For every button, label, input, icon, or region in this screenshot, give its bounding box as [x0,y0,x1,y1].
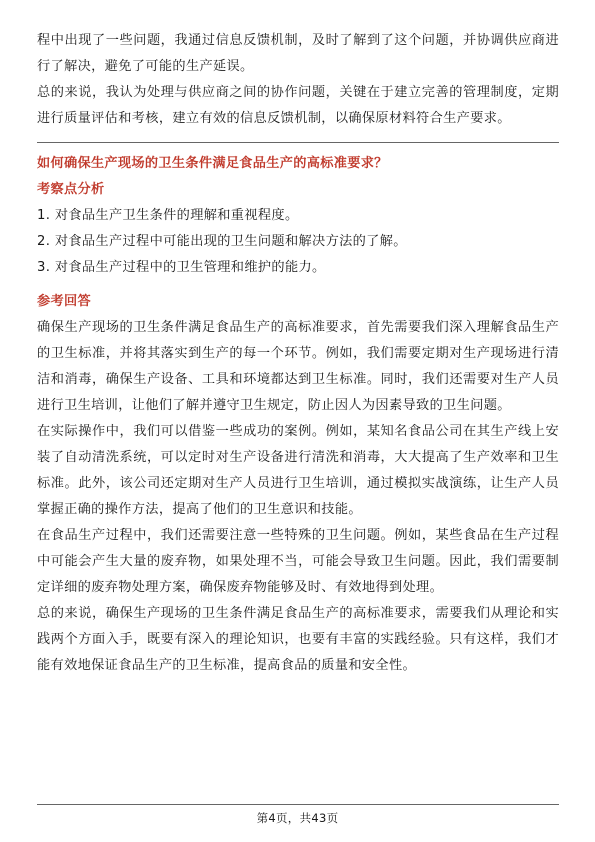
answer-title: 参考回答 [37,294,91,309]
analysis-item: 1. 对食品生产卫生条件的理解和重视程度。 [37,208,299,223]
analysis-item: 2. 对食品生产过程中可能出现的卫生问题和解决方法的了解。 [37,234,407,249]
footer-divider [37,804,559,805]
intro-paragraph: 程中出现了一些问题，我通过信息反馈机制，及时了解到了这个问题，并协调供应商进行了解决，避免了可能的生产延误。 [37,33,559,74]
section-divider [37,142,559,143]
answer-paragraph: 确保生产现场的卫生条件满足食品生产的高标准要求，首先需要我们深入理解食品生产的卫生标准，并将其落实到生产的每一个环节。例如，我们需要定期对生产现场进行清洁和消毒，确保生产设备、工具和环境都达到卫生标准。同时，我们还需要对生产人员进行卫生培训，让他们了解并遵守卫生规定，防止因人为因素导致的卫生问题。 [37,320,559,413]
page-number: 第4页，共43页 [256,811,339,825]
answer-paragraph: 总的来说，确保生产现场的卫生条件满足食品生产的高标准要求，需要我们从理论和实践两个方面入手，既要有深入的理论知识，也要有丰富的实践经验。只有这样，我们才能有效地保证食品生产的卫生标准，提高食品的质量和安全性。 [37,606,559,673]
page-content [37,28,559,679]
answer-paragraph: 在实际操作中，我们可以借鉴一些成功的案例。例如，某知名食品公司在其生产线上安装了自动清洗系统，可以定时对生产设备进行清洗和消毒，大大提高了生产效率和卫生标准。此外，该公司还定期对生产人员进行卫生培训，通过模拟实战演练，让生产人员掌握正确的操作方法，提高了他们的卫生意识和技能。 [37,424,559,517]
question-heading: 如何确保生产现场的卫生条件满足食品生产的高标准要求？ [37,156,388,171]
analysis-item: 3. 对食品生产过程中的卫生管理和维护的能力。 [37,260,326,275]
analysis-title: 考察点分析 [37,182,105,197]
answer-paragraph: 在食品生产过程中，我们还需要注意一些特殊的卫生问题。例如，某些食品在生产过程中可能会产生大量的废弃物，如果处理不当，可能会导致卫生问题。因此，我们需要制定详细的废弃物处理方案，确保废弃物能够及时、有效地得到处理。 [37,528,559,595]
intro-paragraph: 总的来说，我认为处理与供应商之间的协作问题，关键在于建立完善的管理制度，定期进行质量评估和考核，建立有效的信息反馈机制，以确保原材料符合生产要求。 [37,85,559,126]
